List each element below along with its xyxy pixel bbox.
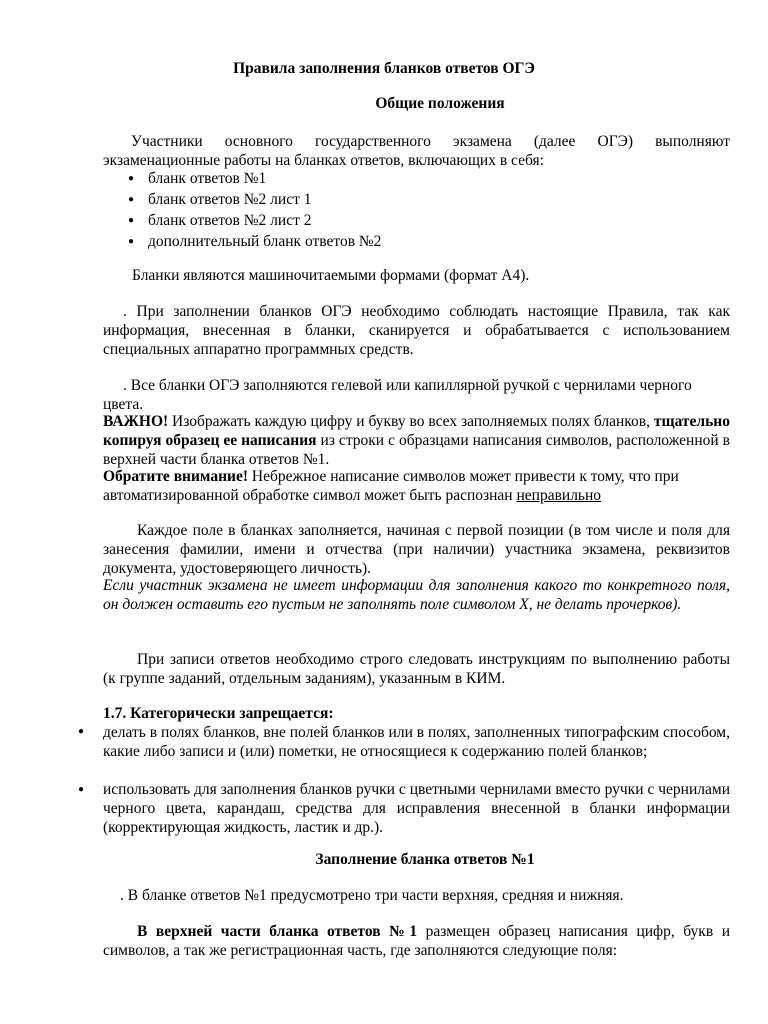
pen-paragraph: . Все бланки ОГЭ заполняются гелевой или капиллярной ручкой с чернилами черного цвета. (103, 377, 692, 413)
list-item: дополнительный бланк ответов №2 (148, 233, 382, 250)
important-bold: тщательно копируя образец ее написания (103, 413, 730, 449)
bullet-icon: ● (128, 194, 135, 205)
rules-paragraph: . При заполнении бланков ОГЭ необходимо соблюдать настоящие Правила, так как информация, внесенная в бланки, сканируется и обрабатывается с использованием специальных аппаратно программных средств. (103, 303, 730, 358)
bullet-icon: ● (128, 173, 135, 184)
attention-label: Обратите внимание! (103, 468, 249, 485)
list-item: бланк ответов №2 лист 1 (148, 191, 312, 208)
italic-note: Если участник экзамена не имеет информации для заполнения какого то конкретного поля, он должен оставить его пустым не заполнять поле символом Х, не делать прочерков). (103, 577, 730, 613)
important-label: ВАЖНО! (103, 413, 169, 430)
answers-paragraph: При записи ответов необходимо строго следовать инструкциям по выполнению работы (к группе заданий, отдельным заданиям), указанным в КИМ. (103, 651, 730, 687)
section-heading-form1: Заполнение бланка ответов №1 (315, 851, 535, 868)
upper-part-bold: В верхней части бланка ответов №1 (137, 923, 418, 940)
bullet-icon: ● (78, 726, 85, 737)
document-title: Правила заполнения бланков ответов ОГЭ (233, 60, 535, 77)
bullet-icon: ● (128, 215, 135, 226)
section-heading-general: Общие положения (375, 95, 505, 112)
list-item: делать в полях бланков, вне полей бланков или в полях, заполненных типографским способом, какие либо записи и (или) пометки, не относящиеся к содержанию полей бланков; (103, 724, 730, 760)
attention-paragraph: Обратите внимание! Небрежное написание символов может привести к тому, что при автоматизированной обработке символ может быть распознан неправильно (103, 468, 679, 504)
machine-readable-note: Бланки являются машиночитаемыми формами (формат А4). (132, 267, 530, 284)
intro-paragraph (103, 132, 730, 170)
intro-text: Участники основного государственного экзамена (далее ОГЭ) выполняют экзаменационные работы на бланках ответов, включающих в себя: (103, 133, 730, 169)
list-item: бланк ответов №2 лист 2 (148, 212, 312, 229)
upper-part-paragraph: В верхней части бланка ответов №1 размещен образец написания цифр, букв и символов, а так же регистрационная часть, где заполняются следующие поля: (103, 923, 730, 959)
fields-paragraph: Каждое поле в бланках заполняется, начиная с первой позиции (в том числе и поля для занесения фамилии, имени и отчества (при наличии) участника экзамена, реквизитов документа, удостоверяющего личность). (103, 522, 730, 577)
three-parts-note: . В бланке ответов №1 предусмотрено три части верхняя, средняя и нижняя. (120, 887, 624, 904)
attention-underline: неправильно (516, 487, 602, 504)
list-item: бланк ответов №1 (148, 170, 267, 187)
list-item: использовать для заполнения бланков ручки с цветными чернилами вместо ручки с чернилами черного цвета, карандаш, средства для исправления внесенной в бланки информации (корректирующая жидкость, ластик и др.). (103, 781, 730, 836)
bullet-icon: ● (78, 784, 85, 795)
prohibited-heading: 1.7. Категорически запрещается: (103, 705, 334, 722)
important-paragraph: ВАЖНО! Изображать каждую цифру и букву во всех заполняемых полях бланков, тщательно копируя образец ее написания из строки с образцами написания символов, расположенной в верхней части бланка ответов №1. (103, 413, 730, 468)
bullet-icon: ● (128, 236, 135, 247)
